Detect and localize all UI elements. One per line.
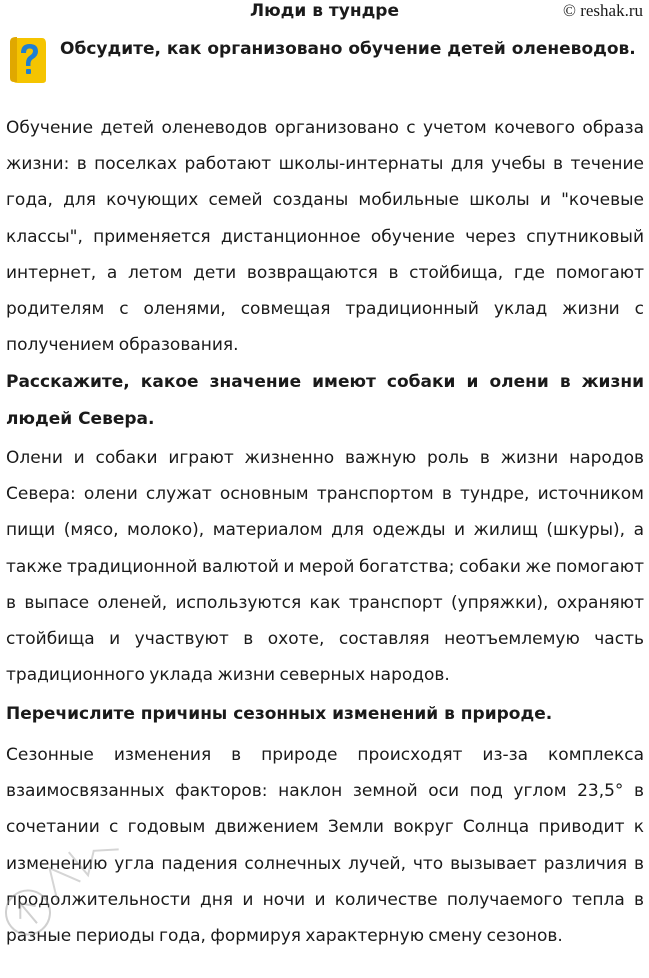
- answer-1: Обучение детей оленеводов организовано с учетом кочевого образа жизни: в поселках работают школы-интернаты для учебы в течение года, для кочующих семей созданы мобильные школы и "кочевые классы", применяется дистанционное обучение через спутниковый интернет, а летом дети возвращаются в стойбища, где помогают родителям с оленями, совмещая традиционный уклад жизни с получением образования.: [6, 118, 644, 356]
- page-title: Люди в тундре: [250, 1, 399, 21]
- question-2: Расскажите, какое значение имеют собаки и олени в жизни людей Севера.: [6, 372, 644, 429]
- site-brand[interactable]: © reshak.ru: [563, 1, 643, 20]
- question-3: Перечислите причины сезонных изменений в природе.: [6, 704, 553, 724]
- question-mark-icon: [8, 36, 48, 84]
- answer-2: Олени и собаки играют жизненно важную роль в жизни народов Севера: олени служат основным транспортом в тундре, источником пищи (мясо, молоко), материалом для одежды и жилищ (шкуры), а также традиционной валютой и мерой богатства; собаки же помогают в выпасе оленей, используются как транспорт (упряжки), охраняют стойбища и участвуют в охоте, составляя неотъемлемую часть традиционного уклада жизни северных народов.: [6, 448, 644, 686]
- question-1: Обсудите, как организовано обучение детей оленеводов.: [60, 39, 636, 59]
- answer-3: Сезонные изменения в природе происходят из-за комплекса взаимосвязанных факторов: наклон земной оси под углом 23,5° в сочетании с годовым движением Земли вокруг Солнца приводит к изменению угла падения солнечных лучей, что вызывает различия в продолжительности дня и ночи и количестве получаемого тепла в разные периоды года, формируя характерную смену сезонов.: [6, 745, 644, 947]
